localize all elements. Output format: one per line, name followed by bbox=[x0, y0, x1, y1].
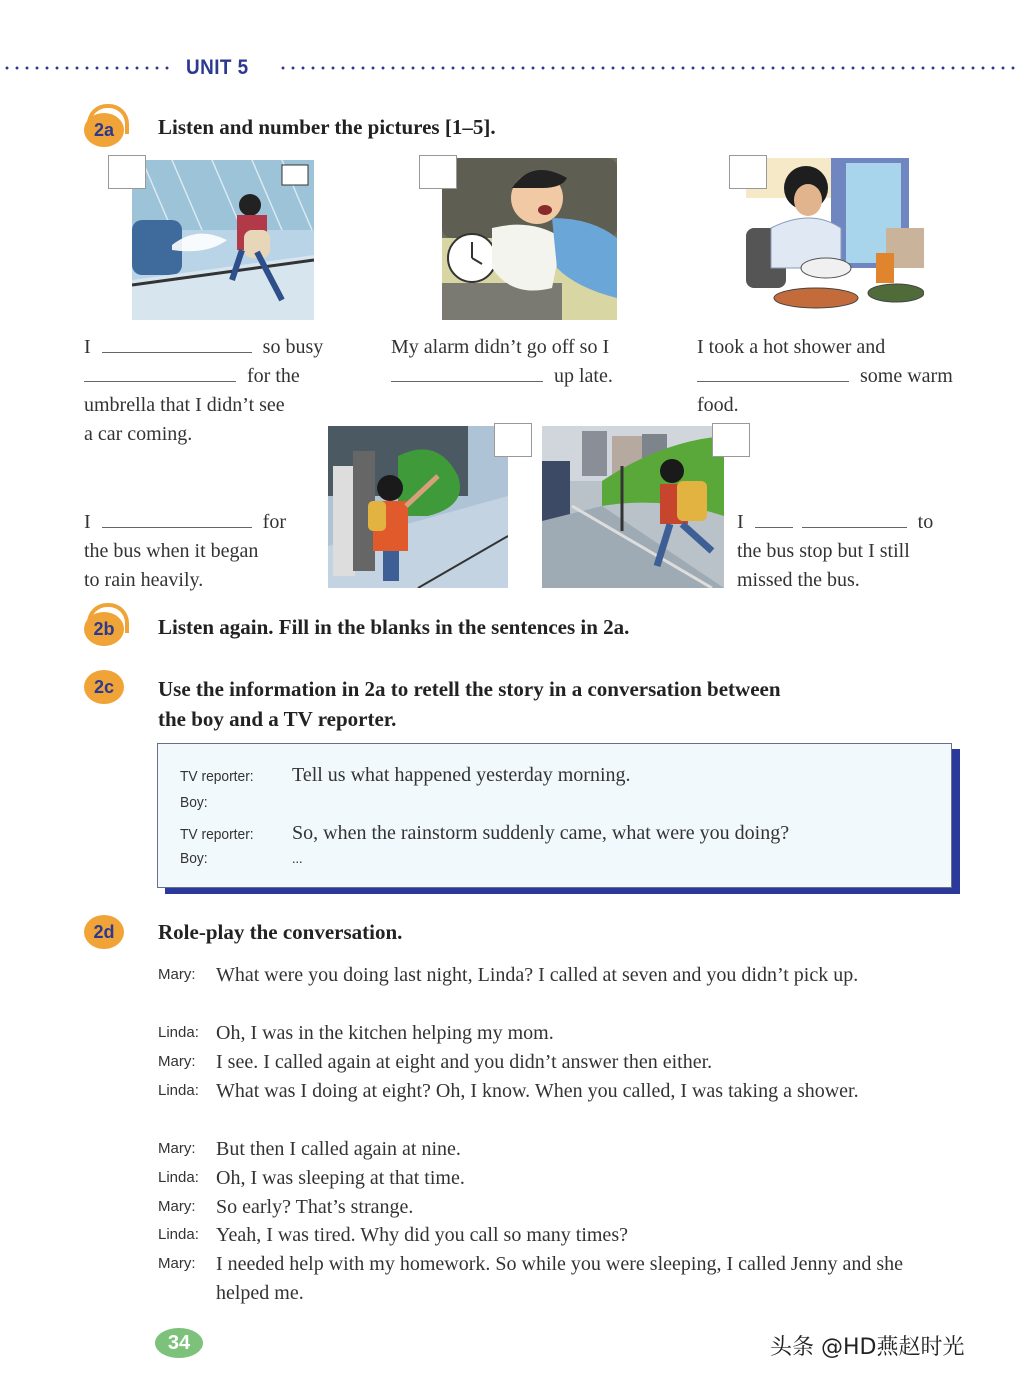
badge-label: 2a bbox=[93, 119, 115, 140]
dialogue-line: So early? That’s strange. bbox=[216, 1196, 414, 1218]
speaker-label: Linda: bbox=[158, 1024, 199, 1041]
dialogue-row bbox=[158, 1193, 968, 1222]
number-box-5[interactable] bbox=[712, 423, 750, 457]
unit-header bbox=[0, 56, 1024, 80]
caption-text: some warm bbox=[860, 365, 953, 387]
conversation-row bbox=[180, 822, 789, 845]
picture-eating-food bbox=[746, 158, 924, 316]
caption-text: the bus when it began bbox=[84, 540, 259, 562]
section-badge-2d bbox=[84, 915, 124, 949]
caption-text: I bbox=[737, 511, 744, 533]
caption-text: missed the bus. bbox=[737, 569, 860, 591]
badge-label: 2d bbox=[93, 921, 115, 942]
caption-text: I took a hot shower and bbox=[697, 336, 886, 358]
dialogue-line: What were you doing last night, Linda? I called at seven and you didn’t pick up. bbox=[216, 964, 859, 986]
conversation-line: So, when the rainstorm suddenly came, what were you doing? bbox=[292, 822, 790, 844]
instruction-line: Use the information in 2a to retell the story in a conversation between bbox=[158, 677, 781, 701]
dialogue-line: But then I called again at nine. bbox=[216, 1138, 461, 1160]
dialogue-line: Oh, I was in the kitchen helping my mom. bbox=[216, 1022, 554, 1044]
instruction-2b: Listen again. Fill in the blanks in the sentences in 2a. bbox=[158, 615, 630, 639]
speaker-label: TV reporter: bbox=[180, 826, 254, 843]
picture-rain-car bbox=[132, 160, 314, 320]
caption-2 bbox=[391, 333, 681, 391]
picture-alarm-bed bbox=[442, 158, 617, 320]
caption-text: I bbox=[84, 511, 91, 533]
speaker-label: Mary: bbox=[158, 1140, 196, 1157]
caption-4 bbox=[84, 508, 324, 595]
badge-label: 2b bbox=[93, 618, 115, 639]
instruction-2d: Role-play the conversation. bbox=[158, 920, 403, 944]
dialogue-row bbox=[158, 1077, 968, 1106]
caption-5 bbox=[737, 508, 987, 595]
blank-field[interactable] bbox=[391, 364, 543, 382]
conversation-line: Tell us what happened yesterday morning. bbox=[292, 764, 631, 786]
dotted-rule-left bbox=[2, 66, 170, 70]
section-badge-2b bbox=[84, 612, 124, 646]
dialogue-line: Yeah, I was tired. Why did you call so many times? bbox=[216, 1224, 628, 1246]
conversation-box bbox=[157, 743, 952, 888]
badge-label: 2c bbox=[93, 676, 115, 697]
dialogue-line: I see. I called again at eight and you didn’t answer then either. bbox=[216, 1051, 713, 1073]
caption-text: to bbox=[917, 511, 934, 533]
dialogue-row bbox=[158, 1019, 968, 1048]
speaker-label: Linda: bbox=[158, 1169, 199, 1186]
page-number: 34 bbox=[167, 1331, 191, 1354]
caption-text: My alarm didn’t go off so I bbox=[391, 336, 610, 358]
watermark: 头条 @HD燕赵时光 bbox=[770, 1335, 965, 1360]
picture-waiting-bus bbox=[328, 426, 508, 588]
instruction-2a: Listen and number the pictures [1–5]. bbox=[158, 115, 496, 139]
dialogue-line: What was I doing at eight? Oh, I know. When you called, I was taking a shower. bbox=[216, 1080, 859, 1102]
number-box-4[interactable] bbox=[494, 423, 532, 457]
dialogue-row bbox=[158, 1135, 968, 1164]
speaker-label: Linda: bbox=[158, 1082, 199, 1099]
dotted-rule-right bbox=[278, 66, 1018, 70]
caption-text: up late. bbox=[554, 365, 613, 387]
dialogue-row bbox=[158, 1048, 968, 1077]
dialogue-line: Oh, I was sleeping at that time. bbox=[216, 1167, 465, 1189]
speaker-label: TV reporter: bbox=[180, 768, 254, 785]
blank-field[interactable] bbox=[697, 364, 849, 382]
speaker-label: Boy: bbox=[180, 850, 208, 867]
blank-field[interactable] bbox=[755, 510, 793, 528]
number-box-3[interactable] bbox=[729, 155, 767, 189]
blank-field[interactable] bbox=[802, 510, 907, 528]
caption-text: for bbox=[262, 511, 286, 533]
dialogue-row bbox=[158, 961, 968, 990]
dialogue-row bbox=[158, 1164, 968, 1193]
instruction-2c bbox=[158, 674, 781, 734]
speaker-label: Mary: bbox=[158, 1255, 196, 1272]
instruction-line: the boy and a TV reporter. bbox=[158, 707, 397, 731]
caption-text: a car coming. bbox=[84, 423, 193, 445]
conversation-row bbox=[180, 764, 631, 787]
caption-text: the bus stop but I still bbox=[737, 540, 910, 562]
blank-field[interactable] bbox=[102, 335, 252, 353]
speaker-label: Mary: bbox=[158, 1198, 196, 1215]
number-box-2[interactable] bbox=[419, 155, 457, 189]
conversation-line: ... bbox=[292, 852, 303, 867]
caption-text: I bbox=[84, 336, 91, 358]
caption-text: food. bbox=[697, 394, 739, 416]
caption-text: umbrella that I didn’t see bbox=[84, 394, 285, 416]
speaker-label: Linda: bbox=[158, 1226, 199, 1243]
caption-text: so busy bbox=[262, 336, 324, 358]
caption-text: for the bbox=[247, 365, 300, 387]
blank-field[interactable] bbox=[84, 364, 236, 382]
section-badge-2c bbox=[84, 670, 124, 704]
speaker-label: Boy: bbox=[180, 794, 208, 811]
section-badge-2a bbox=[84, 113, 124, 147]
dialogue-line: I needed help with my homework. So while you were sleeping, I called Jenny and she helped me. bbox=[216, 1253, 904, 1304]
page-number-badge bbox=[155, 1328, 203, 1358]
speaker-label: Mary: bbox=[158, 1053, 196, 1070]
blank-field[interactable] bbox=[102, 510, 252, 528]
caption-1 bbox=[84, 333, 354, 449]
picture-running-bus-stop bbox=[542, 426, 724, 588]
speaker-label: Mary: bbox=[158, 966, 196, 983]
dialogue-row bbox=[158, 1250, 968, 1308]
conversation-row bbox=[180, 794, 292, 811]
conversation-row bbox=[180, 850, 303, 868]
number-box-1[interactable] bbox=[108, 155, 146, 189]
dialogue-row bbox=[158, 1221, 968, 1250]
caption-3 bbox=[697, 333, 987, 420]
caption-text: to rain heavily. bbox=[84, 569, 204, 591]
unit-title: UNIT 5 bbox=[186, 56, 249, 79]
